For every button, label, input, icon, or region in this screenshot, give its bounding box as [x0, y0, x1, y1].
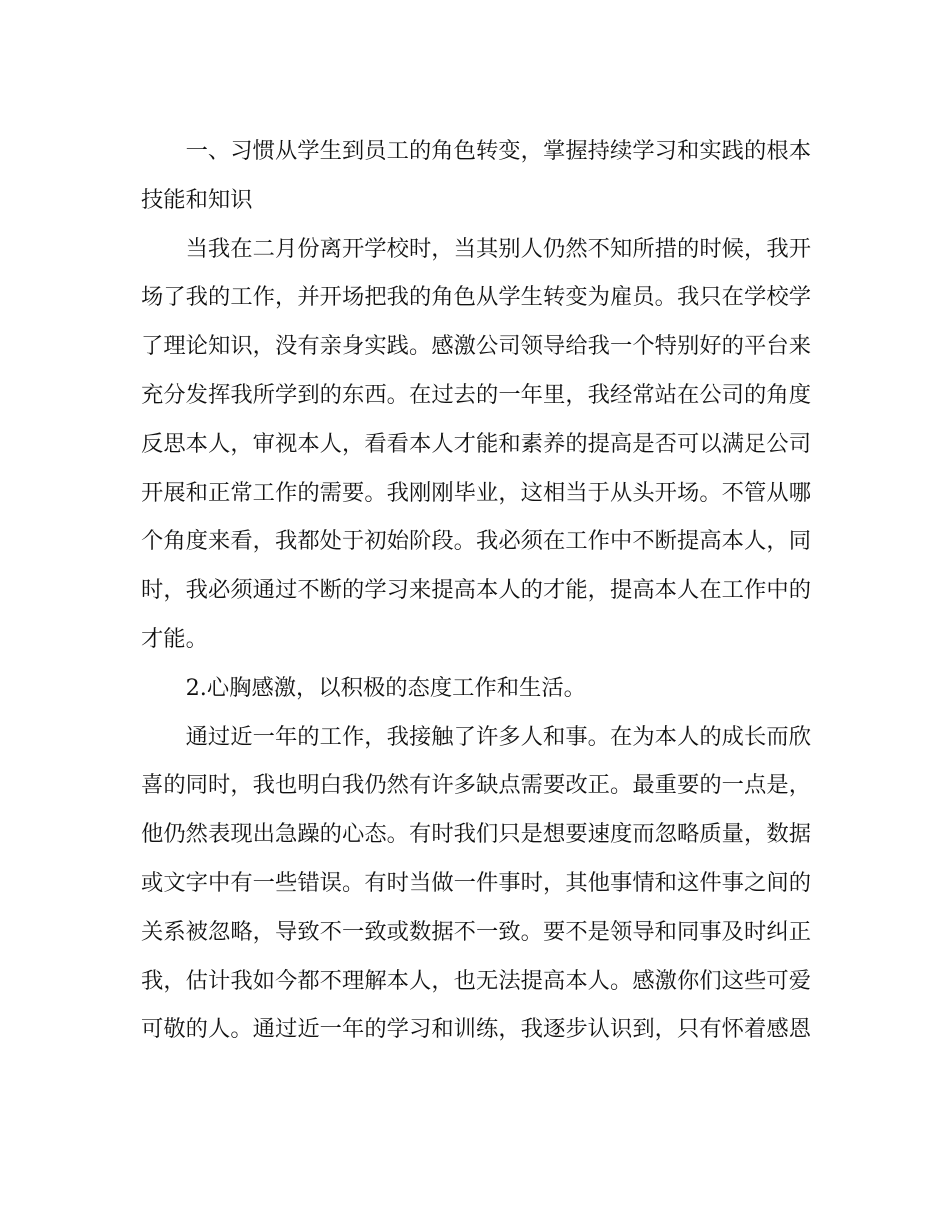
text-line: 技能和知识 [141, 186, 253, 213]
text-line: 2.心胸感激，以积极的态度工作和生活。 [185, 674, 586, 701]
section-heading-role-transition [141, 127, 811, 225]
text-line: 当我在二月份离开学校时，当其别人仍然不知所措的时候，我开 [185, 235, 811, 262]
text-line: 了理论知识，没有亲身实践。感激公司领导给我一个特别好的平台来 [141, 333, 811, 360]
text-line: 一、习惯从学生到员工的角色转变，掌握持续学习和实践的根本 [185, 138, 811, 164]
section-heading-gratitude [141, 664, 811, 713]
body-paragraph-reflection [141, 713, 811, 1055]
text-line: 充分发挥我所学到的东西。在过去的一年里，我经常站在公司的角度 [141, 381, 811, 408]
text-line: 我，估计我如今都不理解本人，也无法提高本人。感激你们这些可爱 [141, 967, 811, 994]
text-line: 或文字中有一些错误。有时当做一件事时，其他事情和这件事之间的 [141, 869, 811, 896]
body-paragraph-graduation [141, 225, 811, 664]
text-line: 反思本人，审视本人，看看本人才能和素养的提高是否可以满足公司 [141, 430, 811, 457]
text-line: 通过近一年的工作，我接触了许多人和事。在为本人的成长而欣 [185, 723, 811, 750]
text-line: 关系被忽略，导致不一致或数据不一致。要不是领导和同事及时纠正 [141, 918, 811, 945]
text-line: 个角度来看，我都处于初始阶段。我必须在工作中不断提高本人，同 [141, 528, 811, 555]
text-line: 喜的同时，我也明白我仍然有许多缺点需要改正。最重要的一点是， [141, 772, 811, 799]
text-line: 才能。 [141, 625, 208, 652]
document-page [141, 127, 811, 1054]
text-line: 场了我的工作，并开场把我的角色从学生转变为雇员。我只在学校学 [141, 284, 811, 311]
text-line: 可敬的人。通过近一年的学习和训练，我逐步认识到，只有怀着感恩 [141, 1016, 811, 1043]
text-line: 他仍然表现出急躁的心态。有时我们只是想要速度而忽略质量，数据 [141, 821, 811, 848]
text-line: 时，我必须通过不断的学习来提高本人的才能，提高本人在工作中的 [141, 577, 811, 604]
text-line: 开展和正常工作的需要。我刚刚毕业，这相当于从头开场。不管从哪 [141, 479, 811, 506]
